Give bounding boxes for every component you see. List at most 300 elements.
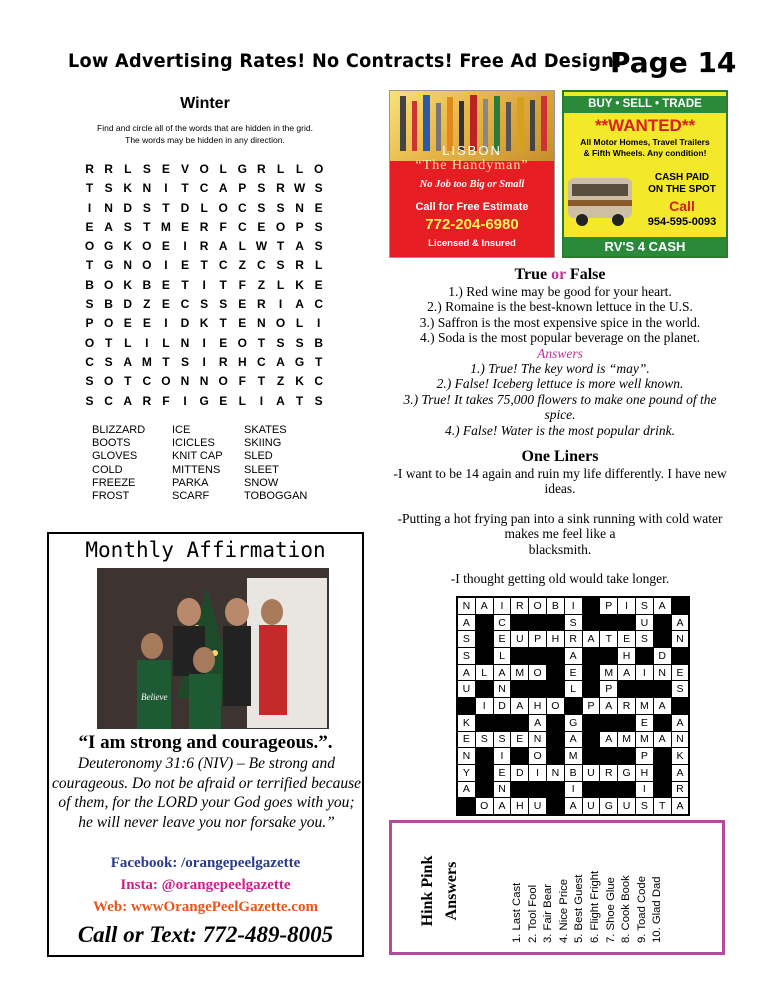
grid-row: [80, 316, 328, 335]
grid-letter: B: [142, 277, 152, 292]
grid-letter: K: [123, 239, 133, 254]
crossword-black-cell: [546, 748, 564, 765]
grid-letter: E: [161, 162, 170, 176]
grid-letter: E: [181, 219, 190, 234]
grid-letter: N: [295, 200, 304, 215]
crossword-black-cell: [529, 681, 547, 698]
crossword-black-cell: [582, 748, 600, 765]
hink-pink-answer: 1. Last Cast: [511, 882, 523, 943]
grid-row: [80, 297, 328, 316]
grid-letter: C: [104, 393, 113, 408]
grid-letter: W: [255, 239, 268, 254]
crossword-cell: U: [582, 764, 600, 781]
hink-pink-answer: 4. Nice Price: [557, 878, 570, 943]
grid-letter: K: [123, 181, 133, 196]
crossword-cell: A: [564, 648, 582, 665]
one-liners-title: One Liners: [521, 448, 599, 465]
instructions-line: The words may be hidden in any direction.: [125, 135, 285, 145]
crossword-cell: U: [582, 798, 600, 815]
rv-phone[interactable]: 954-595-0093: [647, 216, 717, 228]
hink-pink-heading: [416, 841, 464, 941]
grid-letter: S: [276, 200, 285, 215]
grid-letter: R: [295, 258, 304, 273]
grid-letter: G: [294, 354, 305, 369]
crossword-black-cell: [475, 681, 493, 698]
crossword-black-cell: [653, 681, 671, 698]
question: 3.) Saffron is the most expensive spice in the world.: [419, 314, 701, 330]
crossword-cell: E: [564, 664, 582, 681]
crossword-cell: A: [493, 798, 511, 815]
grid-row: [80, 336, 328, 355]
grid-letter: A: [276, 354, 285, 369]
crossword-black-cell: [618, 614, 636, 631]
crossword-cell: I: [529, 764, 547, 781]
crossword-cell: A: [493, 664, 511, 681]
crossword-cell: A: [671, 714, 689, 731]
grid-letter: T: [257, 374, 266, 389]
grid-letter: R: [85, 162, 94, 176]
grid-letter: I: [202, 335, 206, 350]
crossword-cell: N: [653, 664, 671, 681]
grid-letter: E: [314, 277, 323, 292]
crossword-black-cell: [582, 681, 600, 698]
grid-letter: C: [142, 374, 152, 389]
grid-letter: T: [162, 200, 170, 215]
crossword-black-cell: [511, 681, 529, 698]
crossword-cell: H: [529, 698, 547, 715]
crossword-cell: K: [671, 748, 689, 765]
word-item: SLED: [244, 450, 273, 463]
grid-row: [80, 201, 328, 220]
crossword-cell: H: [635, 764, 653, 781]
crossword-cell: K: [458, 714, 476, 731]
crossword-cell: N: [493, 681, 511, 698]
handyman-cta: Call for Free Estimate: [415, 201, 529, 213]
crossword-cell: D: [511, 764, 529, 781]
grid-letter: C: [180, 297, 190, 312]
grid-letter: C: [85, 354, 94, 369]
crossword-cell: O: [546, 698, 564, 715]
grid-letter: F: [219, 219, 227, 234]
crossword-black-cell: [546, 614, 564, 631]
crossword-cell: A: [529, 714, 547, 731]
crossword-cell: A: [653, 698, 671, 715]
grid-letter: K: [295, 374, 304, 389]
grid-letter: R: [199, 239, 209, 254]
grid-letter: E: [314, 200, 323, 215]
grid-letter: N: [142, 181, 152, 196]
crossword-cell: H: [546, 631, 564, 648]
crossword-cell: G: [564, 714, 582, 731]
crossword-cell: O: [475, 798, 493, 815]
grid-letter: I: [183, 393, 187, 408]
grid-letter: I: [202, 354, 206, 369]
crossword-cell: L: [475, 664, 493, 681]
crossword-cell: A: [671, 614, 689, 631]
grid-letter: S: [219, 297, 228, 312]
grid-letter: C: [199, 181, 209, 196]
crossword-black-cell: [582, 714, 600, 731]
grid-letter: L: [276, 162, 285, 176]
grid-letter: O: [218, 200, 228, 215]
crossword-black-cell: [653, 614, 671, 631]
handyman-ad[interactable]: [389, 90, 555, 258]
word-item: ICE: [172, 424, 191, 436]
word-item: SNOW: [244, 476, 279, 489]
crossword-cell: R: [600, 764, 618, 781]
crossword-cell: S: [564, 614, 582, 631]
grid-letter: S: [85, 374, 94, 389]
crossword-cell: A: [671, 798, 689, 815]
crossword-black-cell: [618, 681, 636, 698]
grid-letter: A: [295, 239, 304, 254]
grid-row: [80, 278, 328, 297]
word-item: TOBOGGAN: [244, 490, 308, 503]
grid-letter: T: [219, 277, 227, 292]
grid-letter: G: [237, 162, 247, 176]
crossword-cell: A: [582, 631, 600, 648]
grid-row: [80, 394, 328, 413]
crossword-black-cell: [529, 781, 547, 798]
handyman-tagline: “The Handyman”: [415, 158, 529, 173]
crossword-black-cell: [618, 714, 636, 731]
crossword-cell: L: [493, 648, 511, 665]
rv-line1: All Motor Homes, Travel Trailers: [580, 137, 710, 147]
crossword-cell: G: [618, 764, 636, 781]
grid-letter: E: [219, 335, 228, 350]
grid-row: [80, 181, 328, 200]
grid-letter: A: [218, 181, 228, 196]
crossword-cell: S: [458, 631, 476, 648]
grid-letter: T: [219, 316, 227, 331]
crossword-cell: P: [582, 698, 600, 715]
crossword-cell: S: [635, 598, 653, 615]
grid-letter: R: [218, 354, 228, 369]
crossword-cell: N: [493, 781, 511, 798]
hink-pink-answer: 9. Toad Code: [635, 876, 648, 943]
crossword-cell: T: [653, 798, 671, 815]
crossword-black-cell: [458, 798, 476, 815]
grid-letter: C: [314, 374, 323, 389]
crossword-black-cell: [653, 714, 671, 731]
grid-letter: S: [295, 335, 304, 350]
grid-letter: C: [314, 297, 323, 312]
word-search-title: Winter: [180, 95, 230, 112]
grid-letter: S: [314, 239, 323, 254]
crossword-black-cell: [546, 781, 564, 798]
answer: 4.) False! Water is the most popular drink.: [444, 422, 676, 438]
grid-letter: A: [123, 393, 133, 408]
grid-letter: I: [259, 393, 264, 408]
rv-cash2: ON THE SPOT: [648, 184, 716, 195]
answer: 1.) True! The key word is “may”.: [470, 361, 650, 377]
crossword-black-cell: [475, 648, 493, 665]
grid-letter: Z: [238, 258, 246, 273]
crossword-black-cell: [653, 748, 671, 765]
grid-letter: N: [199, 374, 209, 389]
grid-letter: R: [104, 162, 113, 176]
grid-letter: B: [85, 277, 94, 292]
crossword-cell: U: [511, 631, 529, 648]
crossword-cell: P: [600, 681, 618, 698]
rv-cash-ad[interactable]: [562, 90, 728, 258]
crossword-black-cell: [475, 714, 493, 731]
grid-letter: A: [295, 297, 304, 312]
grid-letter: I: [164, 316, 168, 331]
true-false-section: [390, 265, 730, 438]
crossword-black-cell: [546, 664, 564, 681]
crossword-black-cell: [582, 598, 600, 615]
grid-letter: O: [218, 374, 228, 389]
grid-row: [80, 220, 328, 239]
grid-letter: A: [218, 239, 228, 254]
crossword-cell: N: [671, 631, 689, 648]
crossword-cell: I: [635, 781, 653, 798]
one-liner: -I thought getting old would take longer.: [450, 571, 670, 587]
grid-letter: O: [275, 316, 286, 331]
crossword-cell: O: [529, 664, 547, 681]
crossword-cell: S: [635, 631, 653, 648]
crossword-cell: A: [458, 614, 476, 631]
grid-letter: I: [183, 239, 187, 254]
grid-letter: T: [295, 393, 304, 408]
crossword-cell: N: [458, 598, 476, 615]
hink-pink-answers: [389, 820, 725, 955]
crossword-cell: G: [600, 798, 618, 815]
grid-letter: R: [276, 181, 285, 196]
grid-letter: N: [180, 374, 190, 389]
grid-letter: C: [257, 354, 266, 369]
grid-letter: C: [257, 258, 266, 273]
grid-letter: T: [181, 277, 189, 292]
crossword-row: [458, 764, 689, 781]
handyman-slogan: No Job too Big or Small: [419, 179, 525, 190]
crossword-black-cell: [546, 714, 564, 731]
crossword-row: [458, 748, 689, 765]
grid-letter: O: [84, 335, 95, 350]
crossword-black-cell: [653, 631, 671, 648]
crossword-cell: Y: [458, 764, 476, 781]
crossword-cell: S: [458, 648, 476, 665]
hink-pink-answer: 8. Cook Book: [620, 875, 633, 943]
crossword-row: [458, 631, 689, 648]
word-item: SCARF: [172, 490, 210, 503]
grid-letter: N: [180, 335, 190, 350]
grid-letter: Z: [276, 374, 285, 389]
crossword-black-cell: [600, 748, 618, 765]
grid-letter: E: [161, 239, 170, 254]
word-item: PARKA: [172, 476, 209, 489]
crossword-cell: R: [511, 598, 529, 615]
word-item: GLOVES: [92, 450, 138, 463]
crossword-cell: H: [511, 798, 529, 815]
word-item: KNIT CAP: [172, 450, 223, 463]
instructions-line: Find and circle all of the words that are hidden in the grid.: [97, 123, 313, 133]
hink-pink-answer: 5. Best Guest: [573, 874, 586, 943]
grid-letter: L: [315, 258, 323, 273]
crossword-row: [458, 781, 689, 798]
crossword-cell: E: [671, 664, 689, 681]
crossword-cell: I: [493, 598, 511, 615]
crossword-black-cell: [671, 648, 689, 665]
word-item: SKIING: [244, 437, 282, 450]
hink-pink-answer: 10. Glad Dad: [651, 876, 664, 943]
question: 1.) Red wine may be good for your heart.: [448, 284, 672, 299]
crossword-cell: E: [493, 631, 511, 648]
crossword-cell: M: [564, 748, 582, 765]
crossword-cell: A: [458, 781, 476, 798]
family-photo: [97, 568, 329, 729]
crossword-cell: B: [546, 598, 564, 615]
grid-letter: T: [315, 354, 323, 369]
grid-letter: L: [238, 393, 246, 408]
grid-letter: H: [237, 354, 247, 369]
grid-letter: N: [257, 316, 266, 331]
instagram-link[interactable]: Insta: @orangepeelgazette: [120, 877, 291, 893]
crossword-black-cell: [511, 648, 529, 665]
grid-letter: G: [199, 393, 209, 408]
grid-letter: S: [123, 219, 132, 234]
call-text-line[interactable]: Call or Text: 772-489-8005: [77, 922, 334, 947]
crossword-cell: A: [475, 598, 493, 615]
crossword-cell: H: [618, 648, 636, 665]
grid-letter: R: [199, 219, 209, 234]
handyman-name: LISBON: [442, 143, 502, 158]
grid-letter: G: [103, 239, 114, 254]
grid-letter: K: [123, 277, 133, 292]
grid-letter: R: [257, 162, 266, 176]
grid-letter: O: [275, 219, 286, 234]
one-liner: -I want to be 14 again and ruin my life differently. I have new ideas.: [393, 466, 727, 497]
grid-letter: G: [103, 258, 114, 273]
sweater-text: Believe: [141, 692, 168, 702]
crossword-cell: M: [635, 698, 653, 715]
crossword-row: [458, 598, 689, 615]
crossword-black-cell: [511, 614, 529, 631]
answers-label: Answers: [537, 345, 583, 361]
grid-letter: S: [85, 393, 94, 408]
grid-letter: T: [85, 181, 94, 196]
crossword-cell: S: [671, 681, 689, 698]
crossword-cell: U: [529, 798, 547, 815]
crossword-black-cell: [475, 748, 493, 765]
crossword-black-cell: [635, 681, 653, 698]
crossword-cell: I: [564, 781, 582, 798]
hink-pink-title: Hink Pink: [419, 855, 436, 927]
crossword-cell: A: [458, 664, 476, 681]
answer: 3.) True! It takes 75,000 flowers to make one pound of the spice.: [403, 391, 717, 423]
grid-row: [80, 239, 328, 258]
grid-letter: F: [238, 374, 246, 389]
grid-letter: S: [257, 200, 266, 215]
affirmation-quote: “I am strong and courageous.”.: [78, 732, 333, 753]
crossword-cell: M: [511, 664, 529, 681]
crossword-black-cell: [671, 598, 689, 615]
grid-letter: L: [162, 335, 170, 350]
rv-wanted: **WANTED**: [594, 116, 696, 135]
crossword-black-cell: [529, 614, 547, 631]
word-column: [172, 424, 244, 503]
crossword-cell: A: [600, 698, 618, 715]
grid-letter: E: [238, 316, 247, 331]
grid-letter: I: [278, 297, 283, 312]
grid-letter: L: [124, 335, 132, 350]
crossword-cell: A: [653, 731, 671, 748]
grid-letter: C: [237, 219, 247, 234]
grid-letter: L: [219, 162, 227, 176]
grid-letter: D: [180, 200, 190, 215]
rv-image: [566, 164, 636, 236]
grid-letter: I: [317, 316, 321, 331]
crossword-black-cell: [600, 614, 618, 631]
grid-letter: F: [238, 277, 246, 292]
grid-letter: I: [164, 181, 168, 196]
grid-letter: T: [85, 258, 94, 273]
grid-letter: R: [257, 297, 266, 312]
crossword-cell: E: [511, 731, 529, 748]
grid-letter: N: [123, 258, 133, 273]
question: 2.) Romaine is the best-known lettuce in the U.S.: [427, 299, 693, 315]
true-false-title: True or False: [514, 266, 606, 283]
crossword-black-cell: [618, 748, 636, 765]
hink-pink-list: [510, 843, 666, 943]
one-liner: -Putting a hot frying pan into a sink running with cold water makes me feel like a: [397, 510, 723, 542]
grid-letter: O: [103, 316, 114, 331]
grid-letter: O: [199, 162, 209, 176]
rv-top-bar: BUY • SELL • TRADE: [564, 96, 726, 113]
rv-call: Call: [669, 198, 695, 214]
word-item: BOOTS: [92, 437, 131, 450]
grid-row: [80, 355, 328, 374]
crossword-cell: R: [671, 781, 689, 798]
hink-pink-subtitle: Answers: [443, 861, 460, 921]
grid-letter: T: [257, 335, 266, 350]
crossword-black-cell: [582, 614, 600, 631]
grid-letter: E: [85, 219, 94, 234]
grid-letter: M: [160, 219, 171, 234]
grid-letter: E: [142, 316, 151, 331]
crossword-cell: I: [635, 664, 653, 681]
grid-letter: T: [200, 258, 208, 273]
grid-row: [80, 374, 328, 393]
rv-bottom-bar: RV'S 4 CASH: [564, 237, 726, 256]
crossword-black-cell: [635, 648, 653, 665]
crossword-row: [458, 648, 689, 665]
crossword-row: [458, 731, 689, 748]
crossword-black-cell: [600, 714, 618, 731]
handyman-phone[interactable]: 772-204-6980: [425, 216, 519, 233]
word-item: MITTENS: [172, 463, 221, 476]
grid-letter: S: [200, 297, 209, 312]
crossword-black-cell: [653, 764, 671, 781]
crossword-black-cell: [475, 781, 493, 798]
facebook-link[interactable]: Facebook: /orangepeelgazette: [110, 855, 301, 871]
crossword-black-cell: [653, 781, 671, 798]
website-link[interactable]: Web: wwwOrangePeelGazette.com: [93, 899, 318, 915]
crossword-black-cell: [511, 748, 529, 765]
crossword-black-cell: [671, 698, 689, 715]
crossword-cell: A: [564, 798, 582, 815]
grid-row: [80, 258, 328, 277]
crossword-cell: O: [529, 598, 547, 615]
crossword-row: [458, 798, 689, 815]
crossword-cell: A: [671, 764, 689, 781]
grid-letter: E: [161, 277, 170, 292]
crossword-cell: T: [600, 631, 618, 648]
grid-letter: O: [237, 335, 247, 350]
one-liners-section: [390, 447, 730, 586]
grid-letter: S: [314, 181, 323, 196]
